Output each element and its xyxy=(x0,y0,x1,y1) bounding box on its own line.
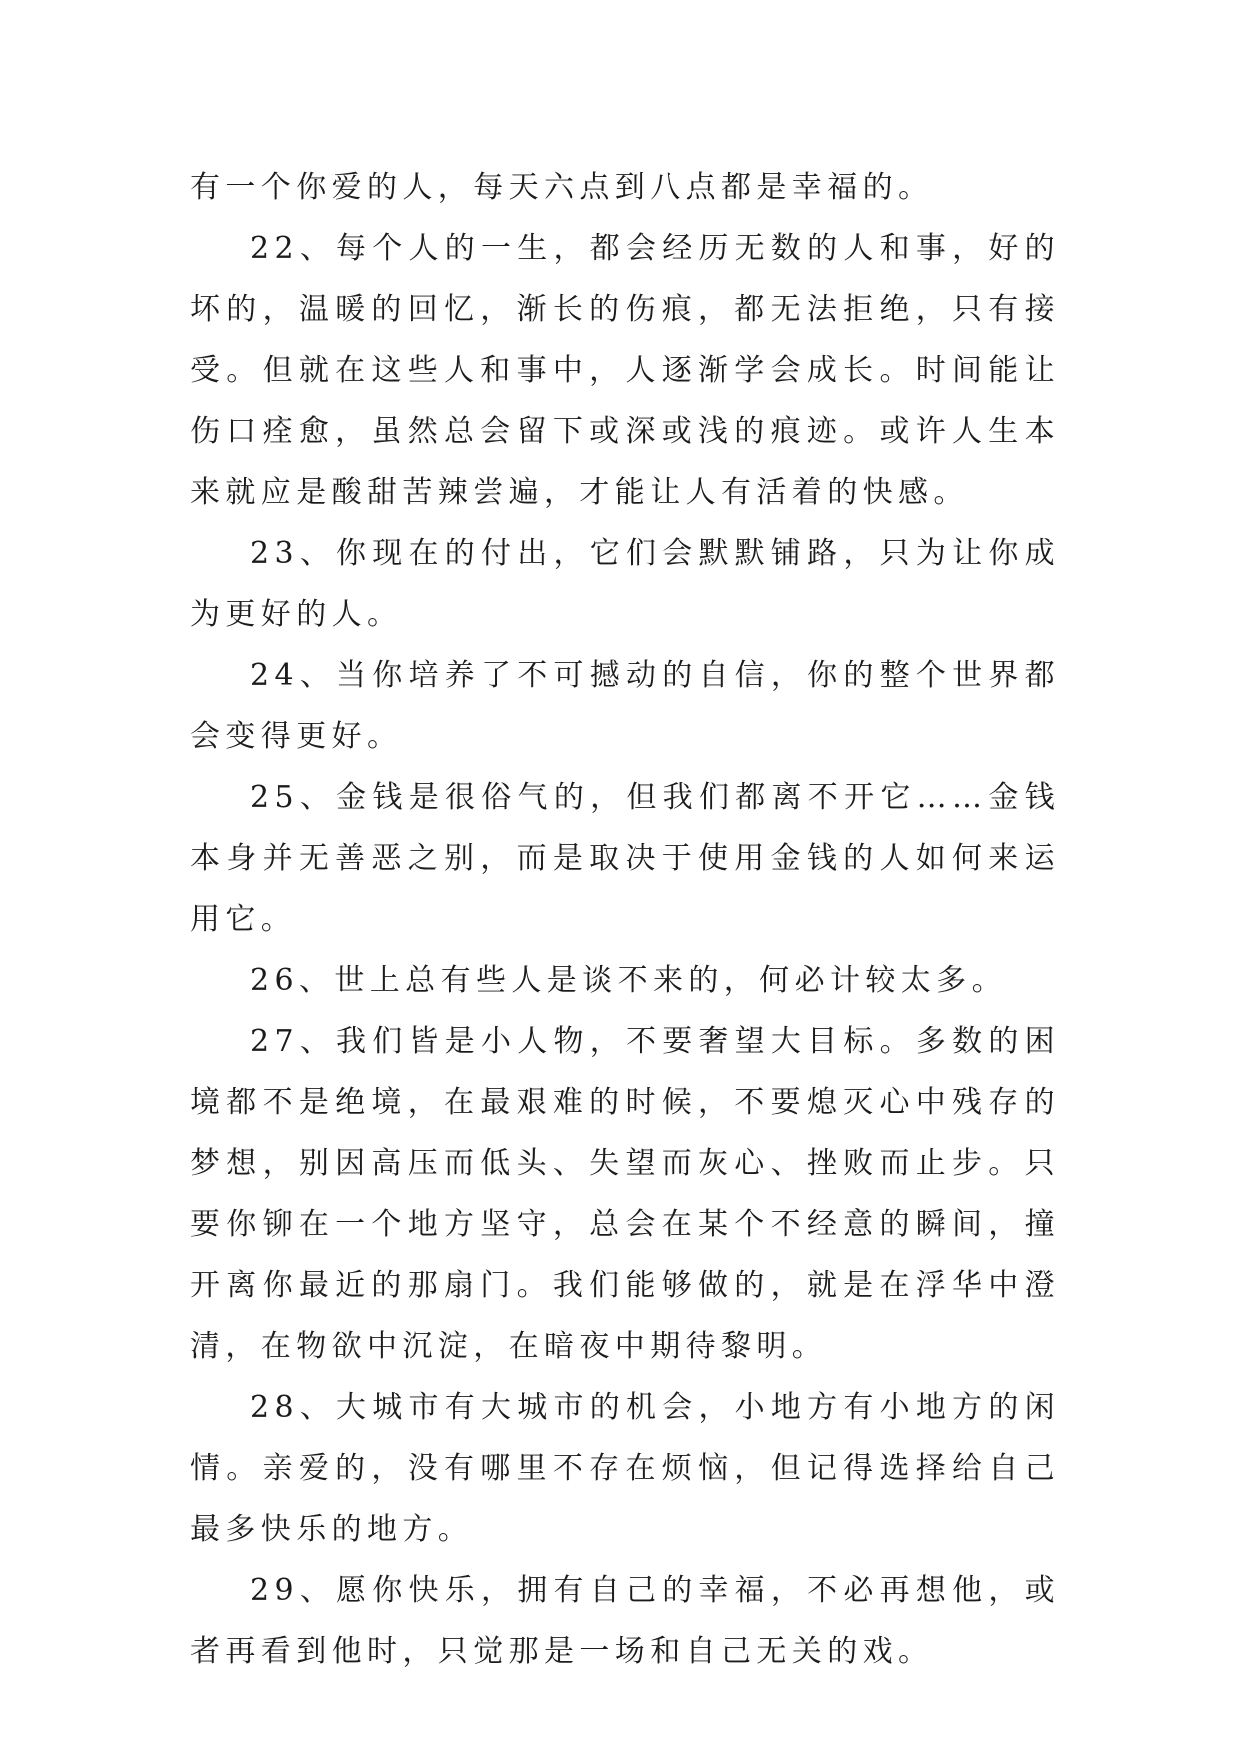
paragraph-26: 26、世上总有些人是谈不来的，何必计较太多。 xyxy=(250,963,1007,998)
paragraph-28: 28、大城市有大城市的机会，小地方有小地方的闲情。亲爱的，没有哪里不存在烦恼，但记得选择给自己最多快乐的地方。 xyxy=(190,1390,1060,1547)
paragraph-23: 23、你现在的付出，它们会默默铺路，只为让你成为更好的人。 xyxy=(190,536,1060,632)
paragraph-29: 29、愿你快乐，拥有自己的幸福，不必再想他，或者再看到他时，只觉那是一场和自己无关的戏。 xyxy=(190,1573,1060,1669)
paragraph-22: 22、每个人的一生，都会经历无数的人和事，好的坏的，温暖的回忆，渐长的伤痕，都无法拒绝，只有接受。但就在这些人和事中，人逐渐学会成长。时间能让伤口痊愈，虽然总会留下或深或浅的痕迹。或许人生本来就应是酸甜苦辣尝遍，才能让人有活着的快感。 xyxy=(190,231,1060,510)
paragraph-27: 27、我们皆是小人物，不要奢望大目标。多数的困境都不是绝境，在最艰难的时候，不要熄灭心中残存的梦想，别因高压而低头、失望而灰心、挫败而止步。只要你铆在一个地方坚守，总会在某个不经意的瞬间，撞开离你最近的那扇门。我们能够做的，就是在浮华中澄清，在物欲中沉淀，在暗夜中期待黎明。 xyxy=(190,1024,1060,1364)
paragraph-24: 24、当你培养了不可撼动的自信，你的整个世界都会变得更好。 xyxy=(190,658,1060,754)
document-body xyxy=(190,157,1060,1682)
paragraph-25: 25、金钱是很俗气的，但我们都离不开它……金钱本身并无善恶之别，而是取决于使用金钱的人如何来运用它。 xyxy=(190,780,1060,937)
paragraph-continuation: 有一个你爱的人，每天六点到八点都是幸福的。 xyxy=(190,170,934,205)
